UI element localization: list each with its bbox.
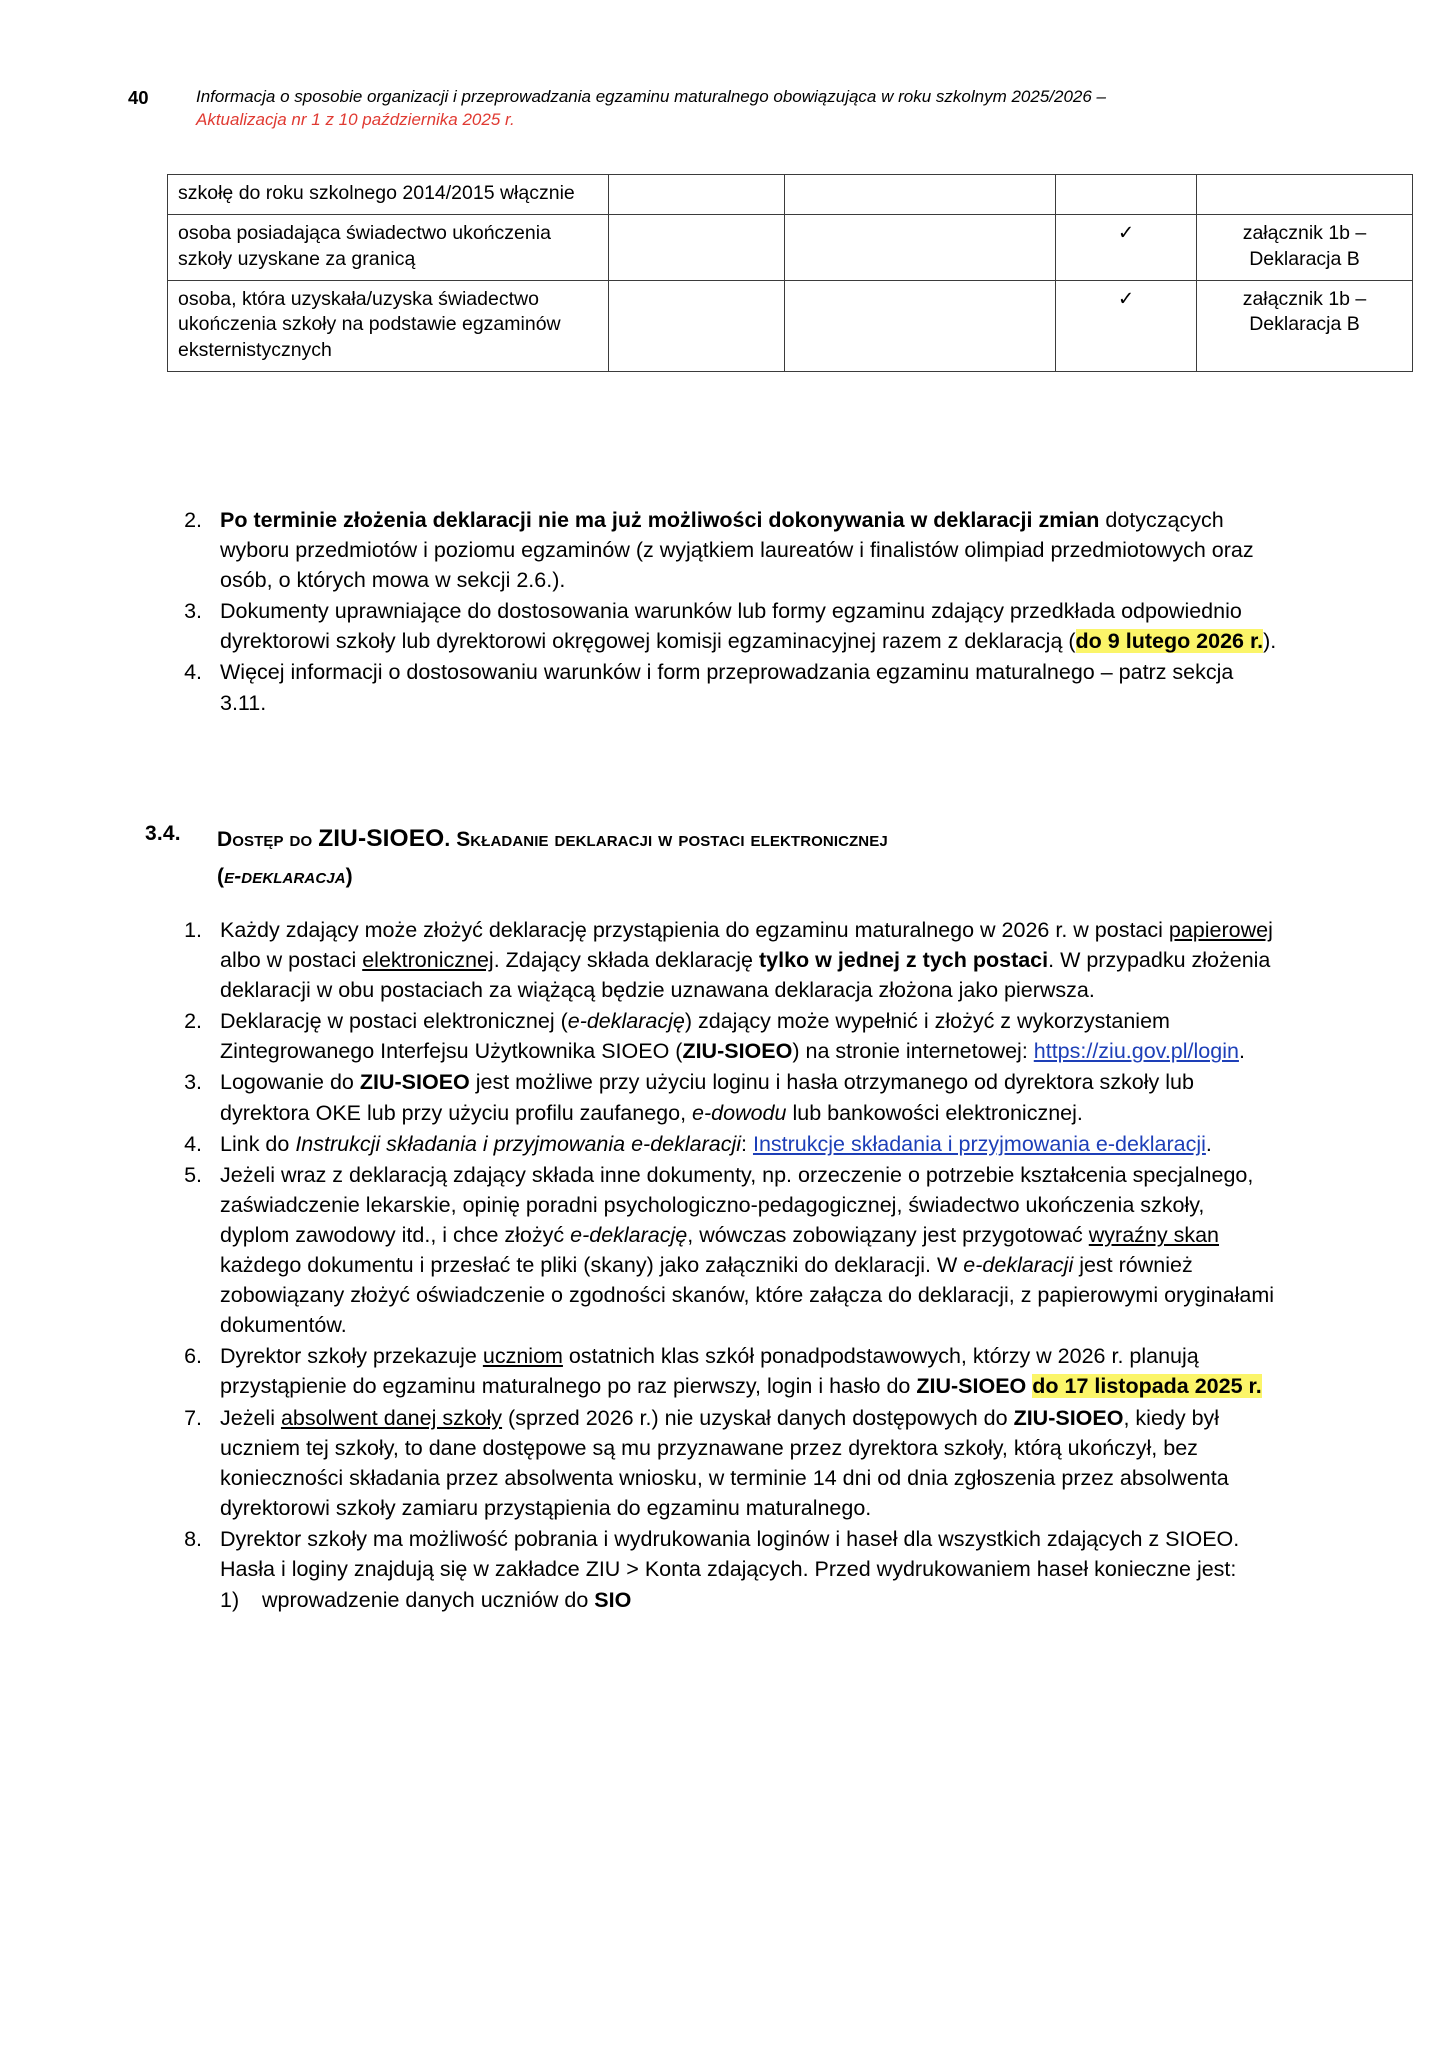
text-run: absolwent danej szkoły	[280, 1405, 503, 1430]
list-item-number: 2.	[184, 1009, 202, 1034]
text-run: do 9 lutego 2026 r.	[1075, 629, 1264, 654]
list-item-number: 5.	[184, 1162, 202, 1187]
table-cell-attachment	[1197, 175, 1413, 215]
text-run: Link do	[220, 1131, 296, 1156]
list-item-number: 2.	[184, 508, 202, 532]
list-item-text	[220, 1403, 1277, 1523]
header-title: Informacja o sposobie organizacji i przeprowadzania egzaminu maturalnego obowiązująca w roku szkolnym 2025/2026 –	[196, 87, 1107, 106]
text-run[interactable]: Instrukcje składania i przyjmowania e-deklaracji	[752, 1131, 1206, 1156]
list-item-text	[220, 505, 1277, 595]
list-item-text	[220, 1129, 1277, 1159]
text-run: albo w postaci	[220, 948, 363, 973]
text-run: e-dowodu	[692, 1100, 787, 1125]
text-run: papierowej	[1168, 918, 1273, 942]
text-run: e-deklarację	[567, 1009, 685, 1034]
table-row	[168, 175, 1413, 215]
page-header	[128, 86, 1328, 131]
list-item	[172, 1006, 1277, 1066]
text-run: ).	[1263, 629, 1277, 654]
section-subtitle-italic: e-deklaracja	[224, 865, 346, 889]
text-run: Każdy zdający może złożyć deklarację przystąpienia do egzaminu maturalnego w 2026 r. w postaci	[220, 918, 1169, 942]
table-row	[168, 281, 1413, 372]
text-run: do 17 listopada 2025 r.	[1032, 1374, 1262, 1399]
numbered-list-declaration	[172, 505, 1277, 719]
section-subtitle-close: )	[345, 865, 353, 889]
sub-list-item-text	[262, 1585, 1277, 1615]
list-item-text	[220, 657, 1277, 717]
text-run: :	[741, 1131, 753, 1156]
section-title	[217, 822, 1295, 855]
table-row	[168, 215, 1413, 281]
list-item-text	[220, 1006, 1277, 1066]
list-item	[172, 1067, 1277, 1127]
text-run: ZIU-SIOEO	[1013, 1405, 1124, 1430]
text-run: ) zdający może wypełnić i złożyć z wykorzystaniem Zintegrowanego Interfejsu Użytkownika SIOEO (	[220, 1009, 1170, 1064]
list-item-number: 1.	[184, 918, 202, 942]
list-item	[172, 1524, 1277, 1615]
text-run: tylko w jednej z tych postaci	[758, 948, 1049, 973]
text-run: ZIU-SIOEO	[916, 1374, 1027, 1399]
text-run: Jeżeli wraz z deklaracją zdający składa inne dokumenty, np. orzeczenie o potrzebie kształcenia specjalnego, zaświadczenie lekarskie, opinię poradni psychologiczno-pedagogicznej, świadectwo ukończenia szkoły, dyplom zawodowy itd., i chce złożyć	[220, 1162, 1254, 1247]
text-run: Dokumenty uprawniające do dostosowania warunków lub formy egzaminu zdający przedkłada odpowiednio dyrektorowi szkoły lub dyrektorowi okręgowej komisji egzaminacyjnej razem z deklaracją (	[220, 599, 1242, 654]
text-run: (sprzed 2026 r.) nie uzyskał danych dostępowych do	[502, 1405, 1014, 1430]
text-run: ZIU-SIOEO	[318, 825, 445, 852]
list-item	[172, 596, 1277, 656]
list-item-text	[220, 1067, 1277, 1127]
text-run: Dostęp do	[217, 828, 319, 851]
section-heading-3-4	[145, 822, 1295, 889]
list-item-text	[220, 1160, 1277, 1341]
text-run: ostatnich klas szkół ponadpodstawowych, którzy w 2026 r. planują przystąpienie do egzaminu maturalnego po raz pierwszy, login i hasło do	[220, 1344, 1199, 1399]
list-item	[172, 505, 1277, 595]
table-cell-col3	[785, 175, 1056, 215]
text-run: ZIU-SIOEO	[359, 1070, 470, 1095]
text-run: Po terminie złożenia deklaracji nie ma już możliwości dokonywania w deklaracji zmian	[220, 508, 1100, 532]
list-item	[172, 1160, 1277, 1341]
text-run: .	[1238, 1039, 1245, 1064]
text-run: Instrukcji składania i przyjmowania e-deklaracji	[295, 1131, 742, 1156]
list-item	[172, 1403, 1277, 1523]
numbered-list-ziu-sioeo	[172, 915, 1277, 1616]
list-item-text	[220, 1341, 1277, 1401]
table-cell-label: szkołę do roku szkolnego 2014/2015 włącznie	[168, 175, 609, 215]
list-item-number: 4.	[184, 1131, 202, 1156]
text-run: e-deklaracji	[963, 1253, 1074, 1278]
text-run: Dyrektor szkoły przekazuje	[220, 1344, 483, 1369]
list-item	[172, 1341, 1277, 1401]
text-run: każdego dokumentu i przesłać te pliki (skany) jako załączniki do deklaracji. W	[220, 1253, 964, 1278]
text-run: Dyrektor szkoły ma możliwość pobrania i wydrukowania loginów i haseł dla wszystkich zdających z SIOEO. Hasła i loginy znajdują się w zakładce ZIU > Konta zdających. Przed wydrukowaniem haseł konieczne jest:	[220, 1526, 1240, 1581]
text-run: . Zdający składa deklarację	[493, 948, 759, 973]
text-run: jest również zobowiązany złożyć oświadczenie o zgodności skanów, które załącza do deklaracji, z papierowymi oryginałami dokumentów.	[220, 1253, 1275, 1338]
table-cell-label: osoba, która uzyskała/uzyska świadectwo ukończenia szkoły na podstawie egzaminów eksternistycznych	[168, 281, 609, 372]
text-run: lub bankowości elektronicznej.	[786, 1100, 1083, 1125]
page-number: 40	[128, 87, 149, 108]
table-cell-label: osoba posiadająca świadectwo ukończenia szkoły uzyskane za granicą	[168, 215, 609, 281]
sub-list-item-number: 1)	[220, 1588, 240, 1613]
text-run: elektronicznej	[362, 948, 494, 973]
list-item-text	[220, 915, 1277, 1005]
text-run: Więcej informacji o dostosowaniu warunków i form przeprowadzania egzaminu maturalnego – patrz sekcja 3.11.	[220, 660, 1234, 715]
text-run: jest możliwe przy użyciu loginu i hasła otrzymanego od dyrektora szkoły lub dyrektora OKE lub przy użyciu profilu zaufanego,	[220, 1070, 1194, 1125]
section-subtitle-open: (	[217, 865, 225, 889]
table-cell-col3	[785, 215, 1056, 281]
list-item-number: 7.	[184, 1405, 202, 1430]
text-run: dotyczących wyboru przedmiotów i poziomu egzaminów (z wyjątkiem laureatów i finalistów olimpiad przedmiotowych oraz osób, o których mowa w sekcji 2.6.).	[220, 508, 1254, 593]
eligibility-table	[167, 174, 1413, 372]
text-run: , kiedy był uczniem tej szkoły, to dane dostępowe są mu przyznawane przez dyrektora szkoły, którą ukończył, bez konieczności składania przez absolwenta wniosku, w terminie 14 dni od dnia zgłoszenia przez absolwenta dyrektorowi szkoły zamiaru przystąpienia do egzaminu maturalnego.	[220, 1405, 1229, 1520]
list-item-text	[220, 1524, 1277, 1615]
list-item	[172, 1129, 1277, 1159]
text-run: . W przypadku złożenia deklaracji w obu postaciach za wiążącą będzie uznawana deklaracja złożona jako pierwsza.	[220, 948, 1271, 1003]
list-item-number: 6.	[184, 1344, 202, 1369]
text-run: uczniom	[482, 1344, 563, 1369]
text-run: Logowanie do	[220, 1070, 360, 1095]
text-run: .	[1205, 1131, 1212, 1156]
header-update-note: Aktualizacja nr 1 z 10 października 2025 r.	[196, 109, 515, 129]
text-run: , wówczas zobowiązany jest przygotować	[687, 1222, 1089, 1247]
text-run: wprowadzenie danych uczniów do	[262, 1588, 595, 1613]
text-run: ZIU-SIOEO	[682, 1039, 793, 1064]
table-cell-col2	[609, 175, 785, 215]
section-number: 3.4.	[145, 822, 181, 845]
text-run: SIO	[594, 1588, 632, 1613]
text-run: . Składanie deklaracji w postaci elektronicznej	[444, 828, 888, 851]
table-cell-attachment: załącznik 1b – Deklaracja B	[1197, 281, 1413, 372]
table-cell-checkmark: ✓	[1056, 281, 1197, 372]
text-run: wyraźny skan	[1088, 1222, 1220, 1247]
list-item-number: 3.	[184, 599, 202, 624]
table-cell-col3	[785, 281, 1056, 372]
list-item-number: 4.	[184, 660, 202, 685]
sub-list-item	[220, 1585, 1277, 1615]
text-run: Deklarację w postaci elektronicznej (	[220, 1009, 568, 1034]
list-item	[172, 915, 1277, 1005]
table-cell-attachment: załącznik 1b – Deklaracja B	[1197, 215, 1413, 281]
table-cell-col2	[609, 281, 785, 372]
table-cell-checkmark	[1056, 175, 1197, 215]
section-subtitle	[217, 865, 1295, 889]
table-cell-col2	[609, 215, 785, 281]
text-run[interactable]: https://ziu.gov.pl/login	[1033, 1039, 1239, 1064]
list-item-text	[220, 596, 1277, 656]
table-cell-checkmark: ✓	[1056, 215, 1197, 281]
list-item	[172, 657, 1277, 717]
table-body	[168, 175, 1413, 372]
text-run: ) na stronie internetowej:	[792, 1039, 1034, 1064]
list-item-number: 8.	[184, 1526, 202, 1551]
text-run: e-deklarację	[570, 1222, 688, 1247]
list-item-number: 3.	[184, 1070, 202, 1095]
text-run: Jeżeli	[220, 1405, 281, 1430]
